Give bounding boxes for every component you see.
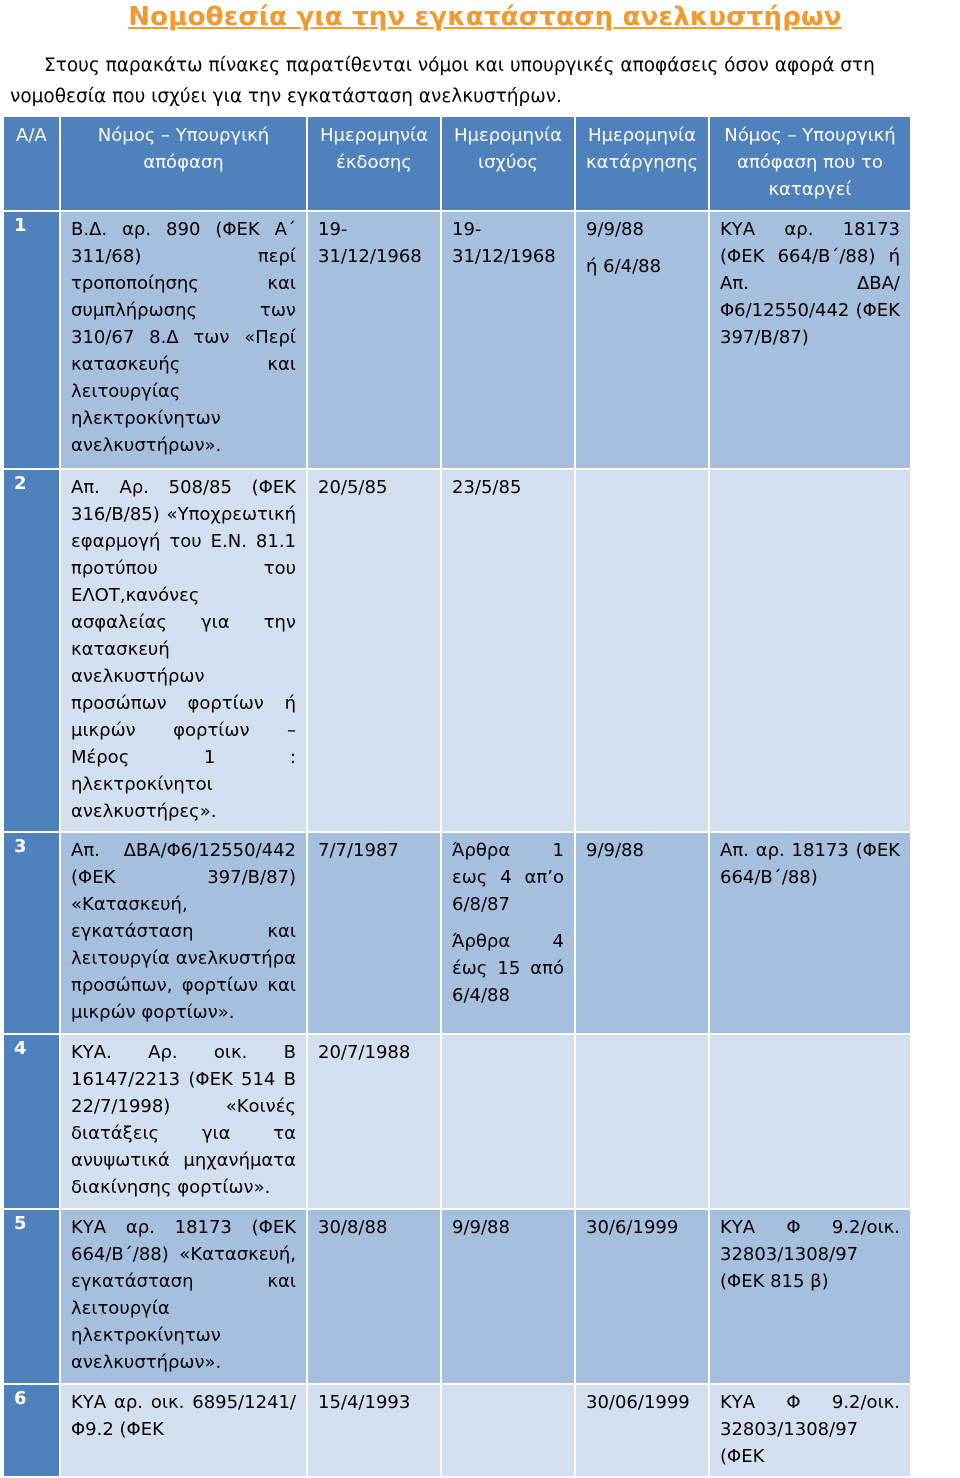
- row-number: 3: [3, 832, 60, 1034]
- cell-effective-date: [441, 1034, 575, 1209]
- cell-issue-date: 20/7/1988: [307, 1034, 441, 1209]
- effective-articles-a: Άρθρα 1 εως 4 απ’ο 6/8/87: [452, 840, 564, 915]
- cell-issue-date: 30/8/88: [307, 1209, 441, 1384]
- intro-paragraph: [10, 50, 960, 112]
- table-row: [3, 1384, 911, 1477]
- header-effective-date: Ημερομηνία ισχύος: [441, 116, 575, 211]
- cell-effective-date: 19-31/12/1968: [441, 211, 575, 469]
- cell-repeal-date: 30/06/1999: [575, 1384, 709, 1477]
- cell-repeal-date: [575, 1034, 709, 1209]
- cell-effective-date: [441, 1384, 575, 1477]
- cell-issue-date: 20/5/85: [307, 469, 441, 832]
- cell-issue-date: 7/7/1987: [307, 832, 441, 1034]
- table-row: [3, 211, 911, 469]
- row-number: 6: [3, 1384, 60, 1477]
- page-title: Νομοθεσία για την εγκατάσταση ανελκυστήρων: [128, 2, 842, 32]
- cell-law: ΚΥΑ αρ. 18173 (ΦΕΚ 664/Β΄/88) «Κατασκευή, εγκατάσταση και λειτουργία ηλεκτροκίνητων ανελκυστήρων».: [60, 1209, 307, 1384]
- table-header-row: [3, 116, 911, 211]
- table-row: [3, 469, 911, 832]
- cell-law: Απ. Αρ. 508/85 (ΦΕΚ 316/Β/85) «Υποχρεωτική εφαρμογή του Ε.Ν. 81.1 προτύπου του ΕΛΟΤ,κανόνες ασφαλείας για την κατασκευή ανελκυστήρων προσώπων φορτίων ή μικρών φορτίων – Μέρος 1 : ηλεκτροκίνητοι ανελκυστήρες».: [60, 469, 307, 832]
- cell-law: ΚΥΑ. Αρ. οικ. Β 16147/2213 (ΦΕΚ 514 Β 22/7/1998) «Κοινές διατάξεις για τα ανυψωτικά μηχανήματα διακίνησης φορτίων».: [60, 1034, 307, 1209]
- cell-repealed-by: [709, 469, 911, 832]
- cell-repeal-date: 30/6/1999: [575, 1209, 709, 1384]
- cell-repealed-by: ΚΥΑ Φ 9.2/οικ. 32803/1308/97 (ΦΕΚ: [709, 1384, 911, 1477]
- cell-law: Β.Δ. αρ. 890 (ΦΕΚ Α΄ 311/68) περί τροποποίησης και συμπλήρωσης των 310/67 8.Δ των «Περί κατασκευής και λειτουργίας ηλεκτροκίνητων ανελκυστήρων».: [60, 211, 307, 469]
- cell-effective-date: 23/5/85: [441, 469, 575, 832]
- row-number: 4: [3, 1034, 60, 1209]
- header-repeal-date: Ημερομηνία κατάργησης: [575, 116, 709, 211]
- intro-line-2: νομοθεσία που ισχύει για την εγκατάσταση ανελκυστήρων.: [10, 86, 562, 107]
- cell-law: ΚΥΑ αρ. οικ. 6895/1241/Φ9.2 (ΦΕΚ: [60, 1384, 307, 1477]
- table-row: [3, 1034, 911, 1209]
- effective-articles-b: Άρθρα 4 έως 15 από 6/4/88: [452, 931, 564, 1006]
- cell-repeal-date: [575, 469, 709, 832]
- cell-repealed-by: ΚΥΑ Φ 9.2/οικ. 32803/1308/97 (ΦΕΚ 815 β): [709, 1209, 911, 1384]
- cell-law: Απ. ΔΒΑ/Φ6/12550/442 (ΦΕΚ 397/Β/87) «Κατασκευή, εγκατάσταση και λειτουργία ανελκυστήρα προσώπων, φορτίων και μικρών φορτίων».: [60, 832, 307, 1034]
- table-row: [3, 832, 911, 1034]
- header-aa: Α/Α: [3, 116, 60, 211]
- header-issue-date: Ημερομηνία έκδοσης: [307, 116, 441, 211]
- header-repealed-by: Νόμος – Υπουργική απόφαση που το καταργεί: [709, 116, 911, 211]
- cell-repeal-date: [575, 211, 709, 469]
- repeal-date-a: 9/9/88: [586, 219, 644, 240]
- row-number: 2: [3, 469, 60, 832]
- cell-issue-date: 19-31/12/1968: [307, 211, 441, 469]
- cell-repealed-by: [709, 1034, 911, 1209]
- header-law: Νόμος – Υπουργική απόφαση: [60, 116, 307, 211]
- cell-repealed-by: Απ. αρ. 18173 (ΦΕΚ 664/Β΄/88): [709, 832, 911, 1034]
- cell-effective-date: [441, 832, 575, 1034]
- cell-effective-date: 9/9/88: [441, 1209, 575, 1384]
- table-row: [3, 1209, 911, 1384]
- row-number: 1: [3, 211, 60, 469]
- legislation-table: [2, 115, 912, 1478]
- intro-line-1: Στους παρακάτω πίνακες παρατίθενται νόμοι και υπουργικές αποφάσεις όσον αφορά στη: [44, 55, 875, 76]
- row-number: 5: [3, 1209, 60, 1384]
- cell-issue-date: 15/4/1993: [307, 1384, 441, 1477]
- cell-repeal-date: 9/9/88: [575, 832, 709, 1034]
- cell-repealed-by: ΚΥΑ αρ. 18173 (ΦΕΚ 664/Β΄/88) ή Απ. ΔΒΑ/Φ6/12550/442 (ΦΕΚ 397/Β/87): [709, 211, 911, 469]
- repeal-date-b: ή 6/4/88: [586, 256, 662, 277]
